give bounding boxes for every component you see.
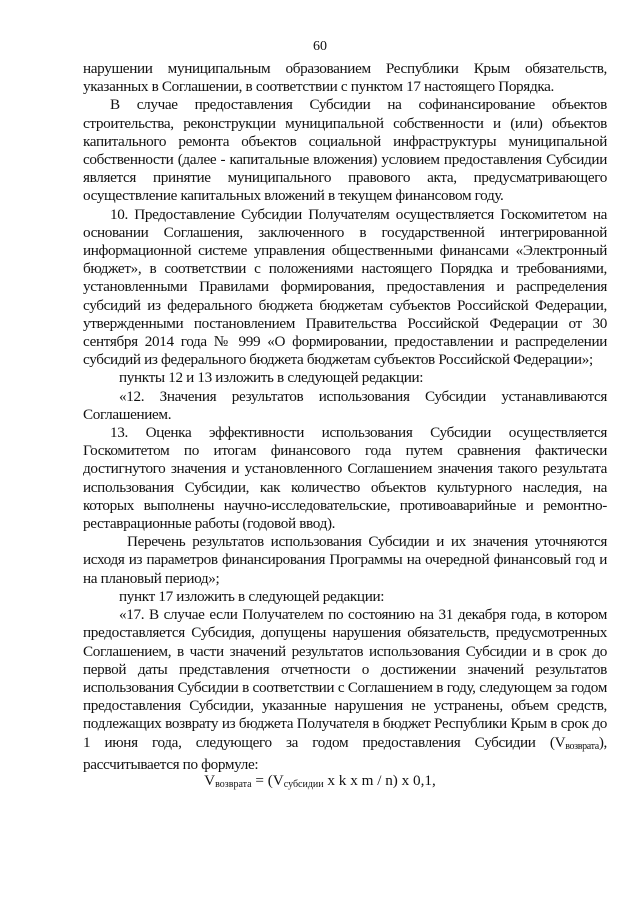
paragraph-continuation: нарушении муниципальным образованием Республики Крым обязательств, указанных в Соглашении, в соответствии с пунктом 17 настоящего Порядка. bbox=[83, 60, 607, 96]
document-body bbox=[83, 60, 607, 774]
refund-formula bbox=[0, 772, 640, 794]
paragraph-item-17 bbox=[83, 606, 607, 774]
paragraph-amend-17: пункт 17 изложить в следующей редакции: bbox=[119, 587, 385, 605]
paragraph-item-13: 13. Оценка эффективности использования Субсидии осуществляется Госкомитетом по итогам финансового года путем сравнения фактически достигнутого значения и установленного Соглашением значения такого результата использования Субсидии, как количество объектов культурного наследия, на которых выполнены научно-исследовательские, противоаварийные и ремонтно-реставрационные работы (годовой ввод). bbox=[83, 424, 607, 533]
item-17-subscript: возврата bbox=[565, 740, 599, 752]
page-number: 60 bbox=[313, 39, 327, 54]
paragraph-item-10: 10. Предоставление Субсидии Получателям осуществляется Госкомитетом на основании Соглашения, заключенного в государственной интегрированной информационной системе управления общественными финансами «Электронный бюджет», в соответствии с положениями настоящего Порядка и требованиями, установленными Правилами формирования, предоставления и распределения субсидий из федерального бюджета бюджетам субъектов Российской Федерации, утвержденными постановлением Правительства Российской Федерации от 30 сентября 2014 года № 999 «О формировании, предоставлении и распределении субсидий из федерального бюджета бюджетам субъектов Российской Федерации»; bbox=[83, 205, 607, 369]
formula-v: V bbox=[204, 772, 216, 789]
paragraph-amend-12-13: пункты 12 и 13 изложить в следующей редакции: bbox=[119, 369, 424, 387]
paragraph-results-list: Перечень результатов использования Субсидии и их значения уточняются исходя из параметров финансирования Программы на очередной финансовый год и на плановый период»; bbox=[83, 533, 607, 587]
formula-sub-subsidy: субсидии bbox=[283, 779, 324, 790]
item-17-tail: ), рассчитывается по формуле: bbox=[83, 733, 607, 773]
item-17-text: «17. В случае если Получателем по состоянию на 31 декабря года, в котором предоставляется Субсидия, допущены нарушения обязательств, предусмотренных Соглашением, в части значений результатов использования Субсидии и в срок до первой даты представления отчетности о достижении значений результатов использования Субсидии в соответствии с Соглашением в году, следующем за годом предоставления Субсидии, указанные нарушения не устранены, объем средств, подлежащих возврату из бюджета Получателя в бюджет Республики Крым в срок до 1 июня года, следующего за годом предоставления Субсидии (V bbox=[83, 606, 607, 751]
formula-rest: x k x m / n) x 0,1, bbox=[323, 772, 436, 789]
paragraph-capital-investments: В случае предоставления Субсидии на софинансирование объектов строительства, реконструкции муниципальной собственности и (или) объектов капитального ремонта объектов социальной инфраструктуры муниципальной собственности (далее - капитальные вложения) условием предоставления Субсидии является принятие муниципального правового акта, предусматривающего осуществление капитальных вложений в текущем финансовом году. bbox=[83, 96, 607, 205]
formula-mid: = (V bbox=[251, 772, 284, 789]
formula-sub-refund: возврата bbox=[215, 779, 252, 790]
paragraph-item-12: «12. Значения результатов использования Субсидии устанавливаются Соглашением. bbox=[83, 387, 607, 423]
